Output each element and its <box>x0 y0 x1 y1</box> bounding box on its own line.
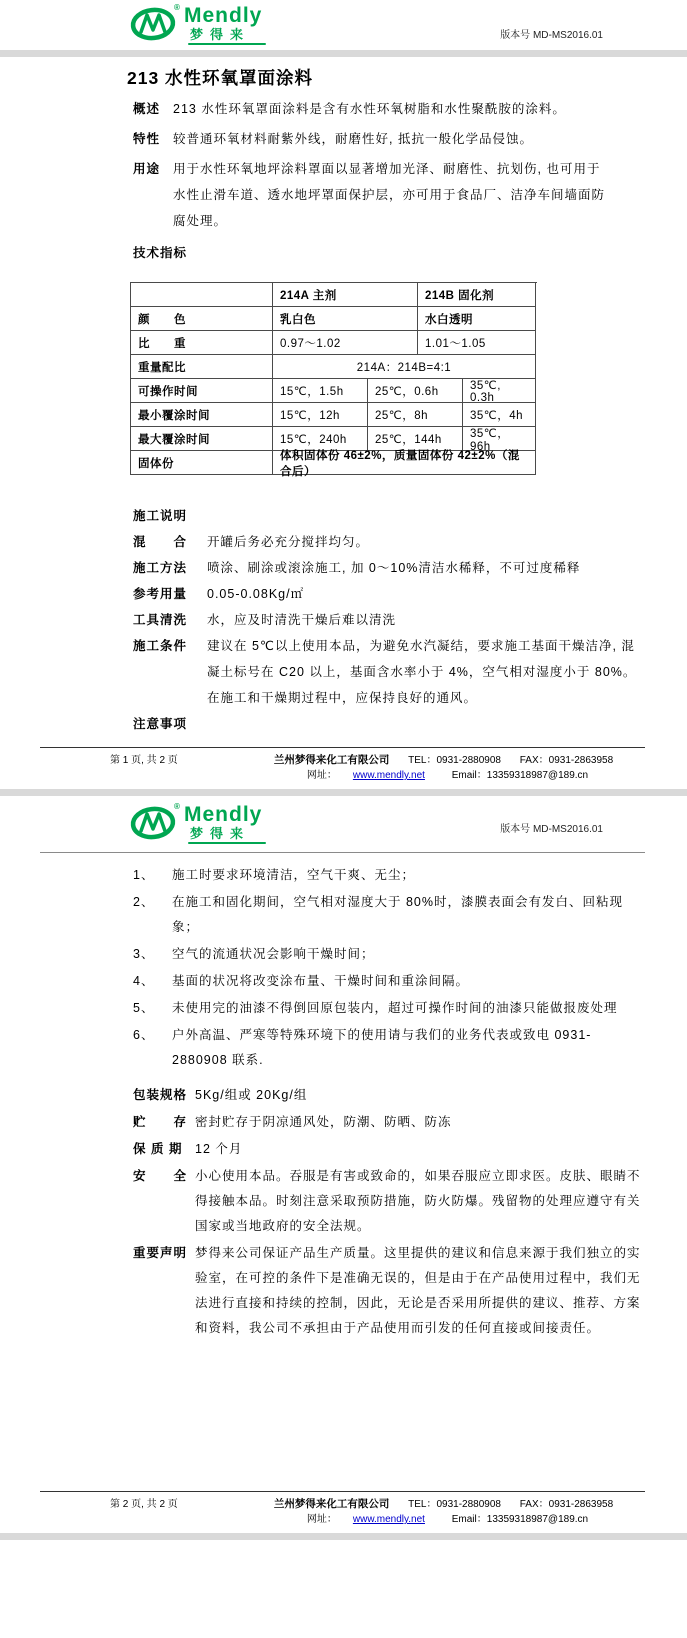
fax-label: FAX：0931-2863958 <box>519 755 614 766</box>
section-text: 梦得来公司保证产品生产质量。这里提供的建议和信息来源于我们独立的实验室，在可控的条件下是准确无误的，但是由于在产品使用过程中，我们无法进行直接和持续的控制，因此，无论是否采用所提供的建议、推荐、方案和资料，我公司不承担由于产品使用而引发的任何直接或间接责任。 <box>195 1246 641 1335</box>
note-item <box>0 969 687 994</box>
section-text: 213 水性环氧罩面涂料是含有水性环氧树脂和水性聚酰胺的涂料。 <box>173 102 566 116</box>
section-text: 5Kg/组或 20Kg/组 <box>195 1088 308 1102</box>
dosage-section <box>0 581 687 607</box>
page-number: 第 1 页, 共 2 页 <box>110 755 178 766</box>
note-item <box>0 863 687 888</box>
footer-company-line <box>260 753 627 768</box>
section-text: 建议在 5℃以上使用本品，为避免水汽凝结，要求施工基面干燥洁净, 混凝土标号在 C20 以上，基面含水率小于 4%，空气相对湿度小于 80%。在施工和干燥期过程中，应保持良好的通风。 <box>207 639 637 705</box>
note-number: 1、 <box>133 868 155 882</box>
safety-section <box>0 1164 687 1239</box>
section-label: 安 全 <box>133 1169 188 1183</box>
section-text: 小心使用本品。吞服是有害或致命的，如果吞服应立即求医。皮肤、眼睛不得接触本品。时刻注意采取预防措施，防火防爆。残留物的处理应遵守有关国家或当地政府的安全法规。 <box>195 1169 641 1233</box>
table-cell: 25℃，8h <box>368 403 463 427</box>
note-text: 施工时要求环境清洁，空气干爽、无尘； <box>172 868 416 882</box>
footer-web-line <box>260 768 627 783</box>
note-number: 6、 <box>133 1028 155 1042</box>
page-separator <box>0 1533 687 1540</box>
table-row <box>131 403 537 427</box>
footer-company-line <box>260 1497 627 1512</box>
version-label: 版本号 MD-MS2016.01 <box>500 824 603 835</box>
table-cell: 1.01～1.05 <box>418 331 536 355</box>
table-cell: 15℃，12h <box>273 403 368 427</box>
method-section <box>0 555 687 581</box>
table-cell: 15℃，1.5h <box>273 379 368 403</box>
email-label: Email：13359318987@189.cn <box>451 1514 589 1525</box>
section-label: 参考用量 <box>133 587 188 601</box>
brand-name-en: Mendly <box>184 803 263 826</box>
mendly-logo-icon <box>130 5 176 43</box>
section-text: 0.05-0.08Kg/㎡ <box>207 587 305 601</box>
note-text: 未使用完的油漆不得倒回原包装内，超过可操作时间的油漆只能做报废处理 <box>172 1001 618 1015</box>
web-label: 网址： www.mendly.net <box>306 770 425 781</box>
note-text: 基面的状况将改变涂布量、干燥时间和重涂间隔。 <box>172 974 470 988</box>
page-separator <box>0 50 687 57</box>
section-text: 水，应及时清洗干燥后难以清洗 <box>207 613 397 627</box>
table-row <box>131 449 537 478</box>
section-text: 用于水性环氧地坪涂料罩面以显著增加光泽、耐磨性、抗划伤, 也可用于水性止滑车道、透水地坪罩面保护层，亦可用于食品厂、洁净车间墙面防腐处理。 <box>173 162 606 228</box>
note-number: 3、 <box>133 947 155 961</box>
logo-underline <box>188 43 266 45</box>
section-text: 喷涂、刷涂或滚涂施工, 加 0～10%清洁水稀释，不可过度稀释 <box>207 561 581 575</box>
section-label: 特性 <box>133 132 161 146</box>
table-row <box>131 379 537 403</box>
fax-label: FAX：0931-2863958 <box>519 1499 614 1510</box>
statement-section <box>0 1241 687 1341</box>
section-text: 开罐后务必充分搅拌均匀。 <box>207 535 370 549</box>
mendly-logo-icon <box>130 804 176 842</box>
tech-specs-table <box>130 282 537 478</box>
table-cell: 可操作时间 <box>131 379 273 403</box>
registered-mark: ® <box>174 3 180 12</box>
company-name: 兰州梦得来化工有限公司 <box>273 1498 390 1510</box>
table-cell: 重量配比 <box>131 355 273 379</box>
table-cell: 214A：214B=4:1 <box>273 355 536 379</box>
note-number: 5、 <box>133 1001 155 1015</box>
note-item <box>0 890 687 940</box>
table-cell: 体积固体份 46±2%，质量固体份 42±2%（混合后） <box>273 451 536 475</box>
footer-contact <box>260 1497 687 1527</box>
mixing-section <box>0 529 687 555</box>
brand-name-cn: 梦得来 <box>190 27 251 42</box>
page2-footer <box>0 1492 687 1527</box>
table-cell: 35℃, 0.3h <box>463 379 536 403</box>
website-link[interactable]: www.mendly.net <box>352 770 425 781</box>
table-cell: 214B 固化剂 <box>418 283 536 307</box>
note-text: 户外高温、严寒等特殊环境下的使用请与我们的业务代表或致电 0931-2880908 联系. <box>172 1028 592 1067</box>
section-label: 贮 存 <box>133 1115 188 1129</box>
mendly-logo <box>130 804 330 844</box>
construction-heading: 施工说明 <box>133 509 188 523</box>
section-label: 混 合 <box>133 535 188 549</box>
table-cell: 固体份 <box>131 451 273 475</box>
brand-name-cn: 梦得来 <box>190 826 251 841</box>
note-item <box>0 996 687 1021</box>
note-number: 2、 <box>133 895 155 909</box>
packing-section <box>0 1083 687 1108</box>
web-label: 网址： www.mendly.net <box>306 1514 425 1525</box>
overview-section <box>0 96 687 122</box>
table-cell: 35℃，4h <box>463 403 536 427</box>
section-text: 密封贮存于阴凉通风处，防潮、防晒、防冻 <box>195 1115 452 1129</box>
logo-text <box>184 5 266 45</box>
table-cell: 最小覆涂时间 <box>131 403 273 427</box>
section-label: 包装规格 <box>133 1088 188 1102</box>
company-name: 兰州梦得来化工有限公司 <box>273 754 390 766</box>
notes-list <box>0 863 687 1073</box>
tel-label: TEL：0931-2880908 <box>408 1499 501 1510</box>
email-label: Email：13359318987@189.cn <box>451 770 589 781</box>
note-number: 4、 <box>133 974 155 988</box>
table-cell: 15℃，240h <box>273 427 368 451</box>
header-rule <box>40 852 645 853</box>
shelf-life-section <box>0 1137 687 1162</box>
section-label: 概述 <box>133 102 161 116</box>
section-text: 12 个月 <box>195 1142 243 1156</box>
notes-heading: 注意事项 <box>133 717 188 731</box>
logo-underline <box>188 842 266 844</box>
table-header-row <box>131 283 537 307</box>
table-row <box>131 355 537 379</box>
section-label: 施工条件 <box>133 639 188 653</box>
tech-specs-heading: 技术指标 <box>133 246 188 260</box>
page-title: 213 水性环氧罩面涂料 <box>127 68 314 88</box>
table-cell: 0.97～1.02 <box>273 331 418 355</box>
table-row <box>131 331 537 355</box>
version-label: 版本号 MD-MS2016.01 <box>500 30 603 41</box>
features-section <box>0 126 687 152</box>
section-text: 较普通环氧材料耐紫外线，耐磨性好, 抵抗一般化学品侵蚀。 <box>173 132 533 146</box>
table-cell: 214A 主剂 <box>273 283 418 307</box>
table-cell <box>131 283 273 307</box>
page2-header <box>0 796 687 849</box>
footer-web-line <box>260 1512 627 1527</box>
table-cell: 比 重 <box>131 331 273 355</box>
section-label: 重要声明 <box>133 1246 188 1260</box>
table-row <box>131 307 537 331</box>
table-cell: 35℃，96h <box>463 427 536 451</box>
mendly-logo <box>130 5 330 45</box>
table-cell: 最大覆涂时间 <box>131 427 273 451</box>
table-cell: 乳白色 <box>273 307 418 331</box>
conditions-section <box>0 633 687 711</box>
note-text: 空气的流通状况会影响干燥时间； <box>172 947 375 961</box>
table-cell: 25℃，0.6h <box>368 379 463 403</box>
footer-contact <box>260 753 687 783</box>
section-label: 施工方法 <box>133 561 188 575</box>
logo-text <box>184 804 266 844</box>
note-text: 在施工和固化期间，空气相对湿度大于 80%时，漆膜表面会有发白、回粘现象； <box>172 895 623 934</box>
page1-footer <box>0 748 687 783</box>
page-separator <box>0 789 687 796</box>
tool-cleaning-section <box>0 607 687 633</box>
registered-mark: ® <box>174 802 180 811</box>
page-number: 第 2 页, 共 2 页 <box>110 1499 178 1510</box>
table-cell: 水白透明 <box>418 307 536 331</box>
section-label: 工具清洗 <box>133 613 188 627</box>
brand-name-en: Mendly <box>184 4 263 27</box>
storage-section <box>0 1110 687 1135</box>
usage-section <box>0 156 687 234</box>
section-label: 保 质 期 <box>133 1142 183 1156</box>
note-item <box>0 942 687 967</box>
table-cell: 25℃，144h <box>368 427 463 451</box>
tel-label: TEL：0931-2880908 <box>408 755 501 766</box>
section-label: 用途 <box>133 162 161 176</box>
website-link[interactable]: www.mendly.net <box>352 1514 425 1525</box>
table-cell: 颜 色 <box>131 307 273 331</box>
note-item <box>0 1023 687 1073</box>
page1-header <box>0 0 687 50</box>
